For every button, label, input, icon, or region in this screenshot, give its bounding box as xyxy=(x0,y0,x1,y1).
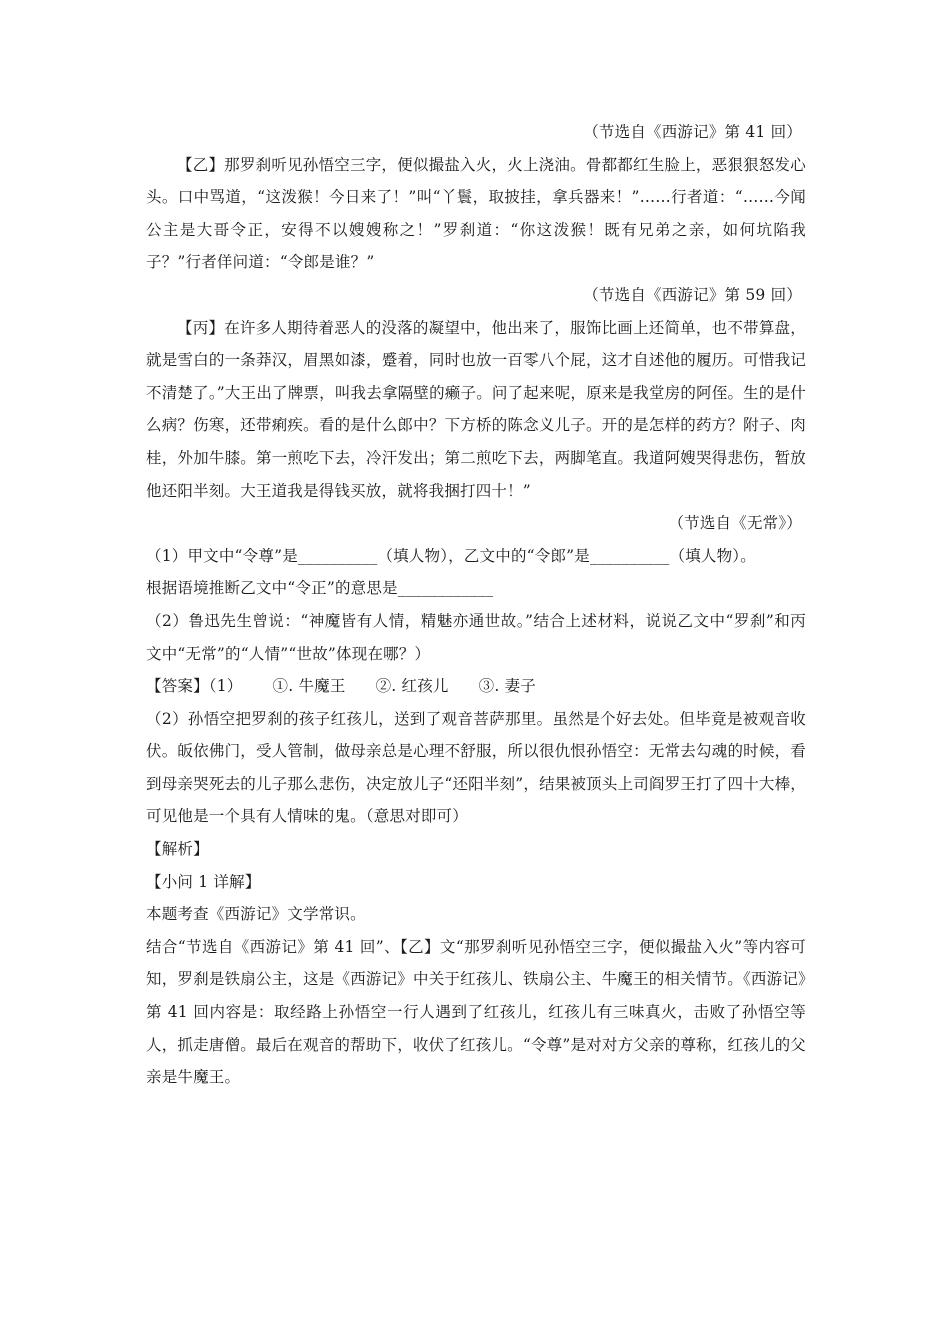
answer-option-2: ②. 红孩儿 xyxy=(375,677,449,696)
question-2: （2）鲁迅先生曾说：“神魔皆有人情，精魅亦通世故。”结合上述材料，说说乙文中“罗刹”和丙文中“无常”的“人情”“世故”体现在哪？） xyxy=(146,611,806,663)
source-note-59: （节选自《西游记》第 59 回） xyxy=(583,285,802,304)
passage-bing: 【丙】在许多人期待着恶人的没落的凝望中，他出来了，服饰比画上还简单，也不带算盘，就是雪白的一条莽汉，眉黑如漆，蹙着，同时也放一百零八个屁，这才自述他的履历。可惜我记不清楚了。”大王出了牌票，叫我去拿隔壁的癞子。问了起来呢，原来是我堂房的阿侄。生的是什么病？伤寒，还带痢疾。看的是什么郎中？下方桥的陈念义儿子。开的是怎样的药方？附子、肉桂，外加牛膝。第一煎吃下去，冷汗发出；第二煎吃下去，两脚笔直。我道阿嫂哭得悲伤，暂放他还阳半刻。大王道我是得钱买放，就将我捆打四十！” xyxy=(146,318,806,500)
analysis-label: 【解析】 xyxy=(146,840,209,859)
sub-question-1-label: 【小问 1 详解】 xyxy=(146,872,261,891)
analysis-paragraph-2: 结合“节选自《西游记》第 41 回”、【乙】文“那罗刹听见孙悟空三字，便似撮盐入火”等内容可知，罗刹是铁扇公主，这是《西游记》中关于红孩儿、铁扇公主、牛魔王的相关情节。《西游记》第 41 回内容是：取经路上孙悟空一行人遇到了红孩儿，红孩儿有三味真火，击败了孙悟空等人，抓走唐僧。最后在观音的帮助下，收伏了红孩儿。“令尊”是对对方父亲的尊称，红孩儿的父亲是牛魔王。 xyxy=(146,937,806,1087)
document-body xyxy=(146,116,806,1094)
answer-question-2: （2）孙悟空把罗刹的孩子红孩儿，送到了观音菩萨那里。虽然是个好去处。但毕竟是被观音收伏。皈依佛门，受人管制，做母亲总是心理不舒服，所以很仇恨孙悟空：无常去勾魂的时候，看到母亲哭死去的儿子那么悲伤，决定放儿子“还阳半刻”，结果被顶头上司阎罗王打了四十大棒，可见他是一个具有人情味的鬼。（意思对即可） xyxy=(146,709,806,826)
answer-label: 【答案】（1） xyxy=(146,677,243,696)
passage-yi: 【乙】那罗刹听见孙悟空三字，便似撮盐入火，火上浇油。骨都都红生脸上，恶狠狠怒发心头。口中骂道，“这泼猴！今日来了！”叫“丫鬟，取披挂，拿兵器来！”……行者道：“……今闻公主是大哥令正，安得不以嫂嫂称之！”罗刹道：“你这泼猴！既有兄弟之亲，如何坑陷我子？”行者佯问道：“令郎是谁？” xyxy=(146,155,806,272)
answer-option-3: ③. 妻子 xyxy=(478,677,536,696)
answer-option-1: ①. 牛魔王 xyxy=(272,677,346,696)
analysis-paragraph-1: 本题考查《西游记》文学常识。 xyxy=(146,905,366,924)
source-note-wuchang: （节选自《无常》） xyxy=(668,514,802,533)
answer-row xyxy=(146,670,806,703)
question-1-line-1: （1）甲文中“令尊”是__________（填人物），乙文中的“令郎”是__________（填人物）。 xyxy=(146,546,756,565)
source-note-41: （节选自《西游记》第 41 回） xyxy=(583,123,802,141)
question-1-line-2: 根据语境推断乙文中“令正”的意思是____________ xyxy=(146,579,494,598)
